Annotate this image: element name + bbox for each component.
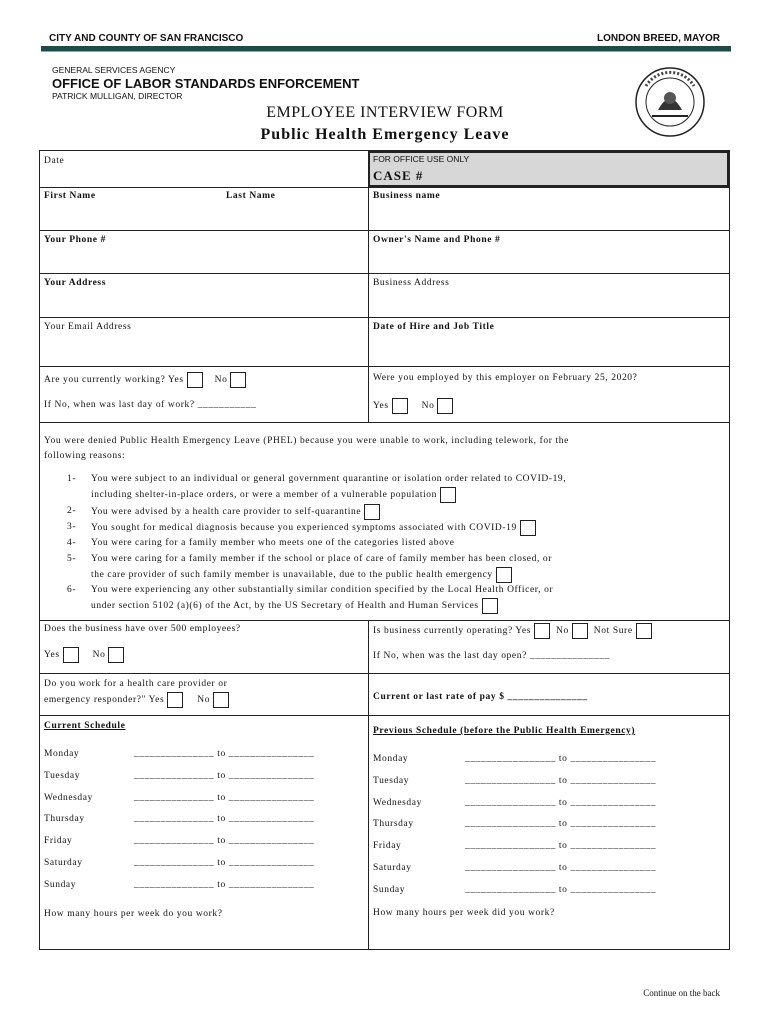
employed-yes-checkbox[interactable] (392, 398, 408, 414)
business-address-field[interactable]: Business Address (373, 278, 450, 288)
reason-text: including shelter-in-place orders, or were a member of a vulnerable population (91, 490, 438, 501)
health-no-label: No (197, 695, 211, 706)
director-name: PATRICK MULLIGAN, DIRECTOR (52, 91, 183, 101)
health-question-text: emergency responder?" Yes (44, 695, 165, 706)
reason-text: You were caring for a family member who meets one of the categories listed above (91, 538, 455, 549)
reason-text: You were advised by a health care provider to self-quarantine (91, 506, 362, 517)
operating-question (373, 623, 655, 639)
working-question (44, 372, 249, 388)
reason-item (51, 552, 701, 567)
divider (368, 620, 369, 950)
last-open-field[interactable]: If No, when was the last day open? _______________ (373, 651, 611, 661)
reason-num: 2- (67, 505, 77, 516)
hours-current-field[interactable]: How many hours per week do you work? (44, 909, 223, 919)
over500-yes-checkbox[interactable] (63, 647, 79, 663)
divider (368, 150, 369, 422)
office-use-label: FOR OFFICE USE ONLY (373, 154, 470, 164)
divider (39, 317, 730, 318)
previous-schedule-day: Friday (373, 841, 402, 852)
current-schedule-title: Current Schedule (44, 721, 126, 731)
pay-rate-field[interactable]: Current or last rate of pay $ _______________ (373, 692, 588, 702)
previous-schedule-time-field[interactable]: _________________ to ________________ (465, 775, 657, 786)
reason-1-checkbox[interactable] (440, 487, 456, 503)
reason-2-checkbox[interactable] (364, 504, 380, 520)
last-day-field[interactable]: If No, when was last day of work? ___________ (44, 400, 257, 410)
current-schedule-time-field[interactable]: _______________ to ________________ (134, 749, 315, 759)
over500-answer (44, 647, 127, 663)
case-number-field[interactable]: CASE # (373, 168, 424, 183)
reason-5-checkbox[interactable] (496, 567, 512, 583)
reason-num: 5- (67, 553, 77, 564)
date-field[interactable]: Date (44, 156, 65, 166)
current-schedule-time-field[interactable]: _______________ to ________________ (134, 879, 315, 890)
current-schedule-time-field[interactable]: _______________ to ________________ (134, 858, 315, 868)
previous-schedule-time-field[interactable]: _________________ to ________________ (465, 884, 657, 895)
hours-previous-field[interactable]: How many hours per week did you work? (373, 908, 555, 918)
health-yes-checkbox[interactable] (167, 692, 183, 708)
continue-note: Continue on the back (643, 988, 720, 998)
your-phone-field[interactable]: Your Phone # (44, 235, 106, 245)
operating-notsure-label: Not Sure (593, 626, 633, 637)
reason-item (51, 598, 701, 614)
operating-yes-checkbox[interactable] (534, 623, 550, 639)
previous-schedule-day: Thursday (373, 819, 414, 830)
reason-num: 4- (67, 538, 77, 549)
form-subtitle: Public Health Emergency Leave (260, 126, 510, 143)
current-schedule-day: Thursday (44, 814, 85, 825)
reason-num: 1- (67, 474, 77, 484)
header-city: CITY AND COUNTY OF SAN FRANCISCO (49, 33, 244, 44)
reason-3-checkbox[interactable] (520, 520, 536, 536)
denied-intro-1: You were denied Public Health Emergency Leave (PHEL) because you were unable to work, including telework, for the (44, 436, 569, 446)
current-schedule-day: Sunday (44, 879, 77, 890)
reason-text: You were experiencing any other substantially similar condition specified by the Local Health Officer, or (91, 585, 554, 596)
employed-answer (373, 398, 456, 414)
reasons-list (51, 472, 701, 615)
reason-item (51, 520, 701, 536)
previous-schedule-day: Sunday (373, 884, 406, 895)
current-schedule-time-field[interactable]: _______________ to ________________ (134, 814, 315, 825)
owner-phone-field[interactable]: Owner's Name and Phone # (373, 235, 501, 245)
hire-date-field[interactable]: Date of Hire and Job Title (373, 322, 495, 332)
reason-text: under section 5102 (a)(6) of the Act, by the US Secretary of Health and Human Services (91, 601, 479, 612)
reason-item (51, 567, 701, 583)
working-yes-checkbox[interactable] (187, 372, 203, 388)
operating-question-text: Is business currently operating? Yes (373, 626, 532, 637)
divider (39, 273, 730, 274)
working-no-checkbox[interactable] (230, 372, 246, 388)
previous-schedule-title: Previous Schedule (before the Public Health Emergency) (373, 726, 636, 736)
previous-schedule-time-field[interactable]: _________________ to ________________ (465, 841, 657, 852)
header-rule (41, 46, 731, 52)
divider (39, 620, 730, 621)
current-schedule-time-field[interactable]: _______________ to ________________ (134, 836, 315, 847)
over500-yes-label: Yes (44, 650, 60, 661)
reason-text: You sought for medical diagnosis because you experienced symptoms associated with COVID-19 (91, 523, 517, 534)
your-address-field[interactable]: Your Address (44, 278, 107, 288)
divider (39, 230, 730, 231)
business-name-field[interactable]: Business name (373, 191, 441, 201)
previous-schedule-day: Monday (373, 754, 409, 764)
current-schedule-day: Wednesday (44, 792, 93, 803)
reason-num: 6- (67, 585, 77, 596)
operating-no-checkbox[interactable] (572, 623, 588, 639)
working-no-label: No (214, 375, 228, 386)
last-name-field[interactable]: Last Name (226, 191, 276, 201)
health-no-checkbox[interactable] (213, 692, 229, 708)
reason-text: You were subject to an individual or general government quarantine or isolation order related to COVID-19, (91, 474, 567, 484)
first-name-field[interactable]: First Name (44, 191, 96, 201)
operating-no-label: No (556, 626, 569, 637)
over500-no-label: No (92, 650, 106, 661)
denied-intro-2: following reasons: (44, 451, 126, 461)
operating-notsure-checkbox[interactable] (636, 623, 652, 639)
email-field[interactable]: Your Email Address (44, 322, 132, 332)
agency-name: GENERAL SERVICES AGENCY (52, 65, 176, 75)
health-question-2 (44, 692, 232, 708)
employed-question: Were you employed by this employer on February 25, 2020? (373, 373, 638, 383)
reason-num: 3- (67, 521, 77, 532)
employed-yes-label: Yes (373, 401, 389, 412)
form-title: EMPLOYEE INTERVIEW FORM (266, 104, 504, 121)
header-mayor: LONDON BREED, MAYOR (597, 33, 720, 44)
employed-no-checkbox[interactable] (437, 398, 453, 414)
health-question-1: Do you work for a health care provider or (44, 679, 228, 689)
reason-text: the care provider of such family member is unavailable, due to the public health emergency (91, 569, 493, 580)
reason-item (51, 536, 701, 551)
divider (39, 715, 730, 716)
previous-schedule-time-field[interactable]: _________________ to ________________ (465, 863, 657, 873)
divider (39, 673, 730, 674)
current-schedule-time-field[interactable]: _______________ to ________________ (134, 770, 315, 781)
divider (39, 422, 730, 423)
divider (39, 187, 730, 188)
reason-item (51, 472, 701, 487)
previous-schedule-day: Tuesday (373, 775, 410, 786)
office-name: OFFICE OF LABOR STANDARDS ENFORCEMENT (52, 76, 360, 91)
previous-schedule-time-field[interactable]: _________________ to ________________ (465, 819, 657, 830)
reason-6-checkbox[interactable] (482, 598, 498, 614)
current-schedule-day: Friday (44, 836, 73, 847)
over500-question: Does the business have over 500 employees? (44, 624, 241, 634)
divider (39, 366, 730, 367)
reason-item (51, 487, 701, 503)
current-schedule-time-field[interactable]: _______________ to ________________ (134, 792, 315, 803)
reason-text: You were caring for a family member if the school or place of care of family member has been closed, or (91, 553, 553, 564)
current-schedule-day: Tuesday (44, 770, 81, 781)
current-schedule-day: Saturday (44, 858, 83, 868)
employed-no-label: No (421, 401, 435, 412)
previous-schedule-time-field[interactable]: _________________ to ________________ (465, 797, 657, 808)
previous-schedule-day: Saturday (373, 863, 412, 873)
previous-schedule-day: Wednesday (373, 797, 422, 808)
current-schedule-day: Monday (44, 749, 80, 759)
reason-item (51, 504, 701, 520)
working-question-text: Are you currently working? Yes (44, 375, 184, 386)
previous-schedule-time-field[interactable]: _________________ to ________________ (465, 754, 657, 764)
over500-no-checkbox[interactable] (108, 647, 124, 663)
reason-item (51, 583, 701, 598)
